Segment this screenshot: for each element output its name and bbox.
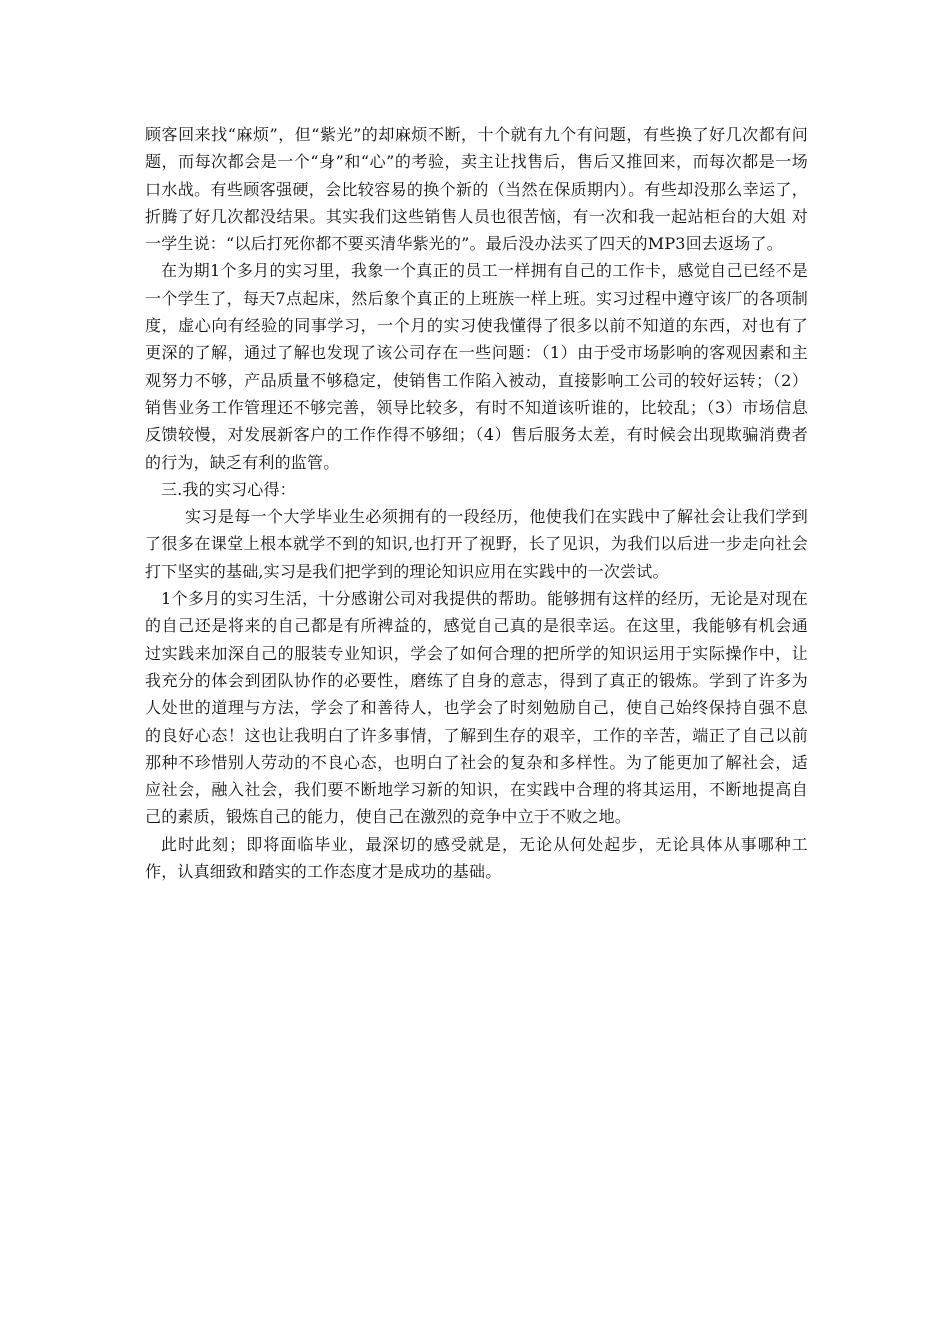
paragraph-closing-thoughts: 此时此刻；即将面临毕业，最深切的感受就是，无论从何处起步，无论具体从事哪种工作，认真细致和踏实的工作态度才是成功的基础。: [145, 834, 808, 882]
paragraph-internship-meaning: 实习是每一个大学毕业生必须拥有的一段经历，他使我们在实践中了解社会让我们学到了很多在课堂上根本就学不到的知识,也打开了视野，长了见识，为我们以后进一步走向社会打下坚实的基础,实习是我们把学到的理论知识应用在实践中的一次尝试。: [145, 507, 808, 581]
paragraph-internship-gratitude: 1个多月的实习生活，十分感谢公司对我提供的帮助。能够拥有这样的经历，无论是对现在的自己还是将来的自己都是有所裨益的，感觉自己真的是很幸运。在这里，我能够有机会通过实践来加深自己的服装专业知识，学会了如何合理的把所学的知识运用于实际操作中，让我充分的体会到团队协作的必要性，磨练了自身的意志，得到了真正的锻炼。学到了许多为人处世的道理与方法，学会了和善待人，也学会了时刻勉励自己，使自己始终保持自强不息的良好心态！这也让我明白了许多事情，了解到生存的艰辛，工作的辛苦，端正了自己以前那种不珍惜别人劳动的不良心态，也明白了社会的复杂和多样性。为了能更加了解社会，适应社会，融入社会，我们要不断地学习新的知识，在实践中合理的将其运用，不断地提高自己的素质，锻炼自己的能力，使自己在激烈的竞争中立于不败之地。: [145, 589, 808, 827]
section-heading-internship-reflections: 三.我的实习心得：: [161, 479, 296, 499]
paragraph-customer-complaints: 顾客回来找“麻烦”，但“紫光”的却麻烦不断，十个就有九个有问题，有些换了好几次都有问题，而每次都会是一个“身”和“心”的考验，卖主让找售后，售后又推回来，而每次都是一场口水战。有些顾客强硬，会比较容易的换个新的（当然在保质期内）。有些却没那么幸运了，折腾了好几次都没结果。其实我们这些销售人员也很苦恼，有一次和我一起站柜台的大姐 对一学生说：“以后打死你都不要买清华紫光的”。最后没办法买了四天的MP3回去返场了。: [145, 125, 808, 254]
paragraph-internship-experience: 在为期1个多月的实习里，我象一个真正的员工一样拥有自己的工作卡，感觉自己已经不是一个学生了，每天7点起床，然后象个真正的上班族一样上班。实习过程中遵守该厂的各项制度，虚心向有经验的同事学习，一个月的实习使我懂得了很多以前不知道的东西，对也有了更深的了解，通过了解也发现了该公司存在一些问题：（1）由于受市场影响的客观因素和主观努力不够，产品质量不够稳定，使销售工作陷入被动，直接影响工公司的较好运转；（2）销售业务工作管理还不够完善，领导比较多，有时不知道该听谁的，比较乱；（3）市场信息反馈较慢，对发展新客户的工作作得不够细；（4）售后服务太差，有时候会出现欺骗消费者的行为，缺乏有利的监管。: [145, 261, 808, 472]
document-body: [145, 121, 808, 885]
